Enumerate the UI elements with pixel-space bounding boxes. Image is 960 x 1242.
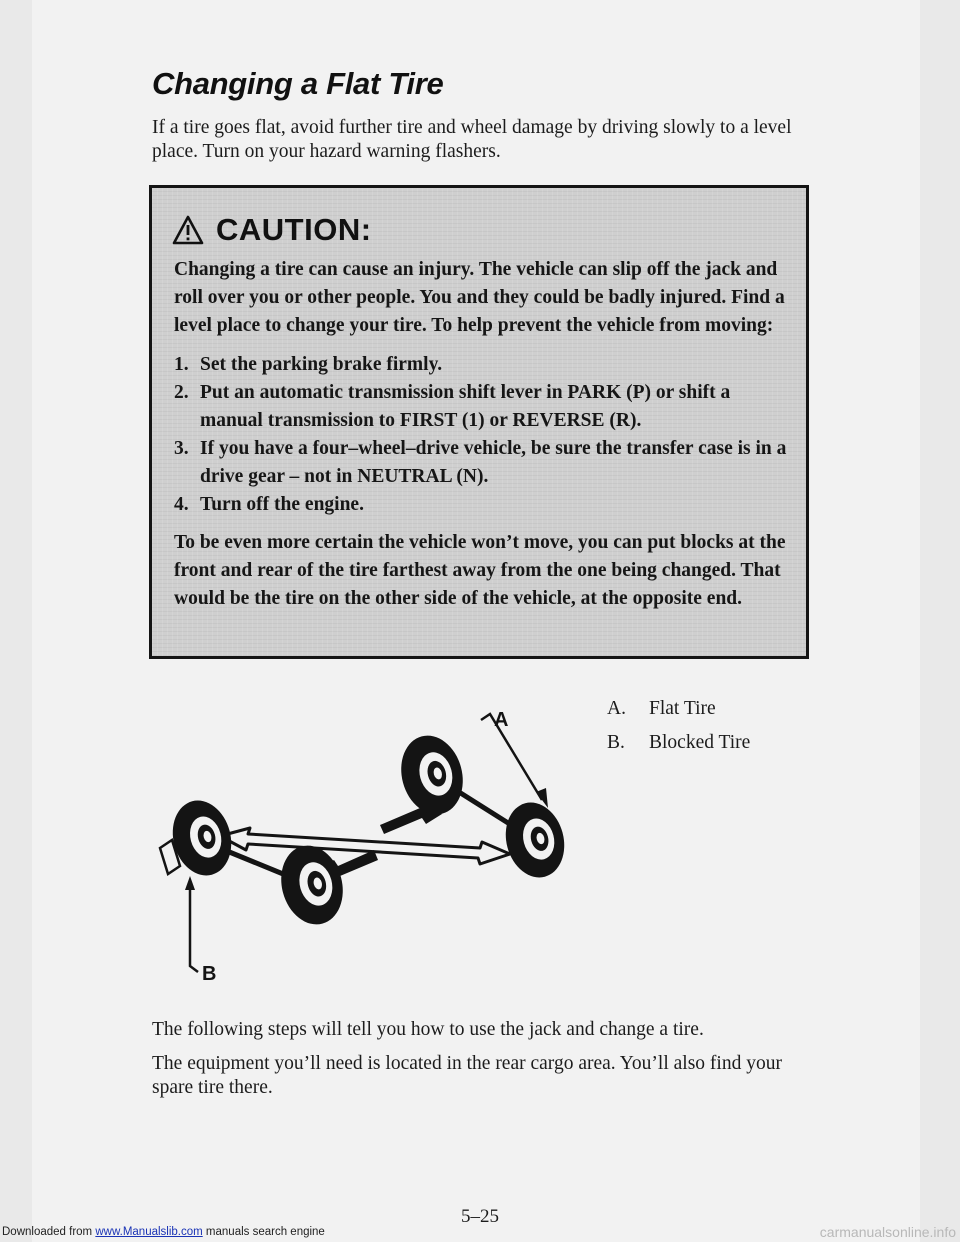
caution-lead: Changing a tire can cause an injury. The vehicle can slip off the jack and roll over you or other people. You and they could be badly injured. Find a level place to change your tire. To help prevent the vehicle from moving: (174, 259, 785, 336)
step-number: 4. (174, 494, 189, 515)
page-number: 5–25 (461, 1206, 499, 1227)
caution-title: CAUTION: (216, 212, 372, 247)
label-b-arrowhead-icon (185, 876, 195, 890)
label-b: B (202, 963, 217, 985)
front-left-tire (393, 729, 472, 822)
figure-legend (607, 692, 750, 760)
caution-step (174, 491, 789, 519)
step-number: 3. (174, 438, 189, 459)
step-text: Set the parking brake firmly. (200, 354, 443, 375)
label-b-leader (190, 888, 198, 972)
label-a-leader (481, 714, 542, 800)
step-number: 1. (174, 354, 189, 375)
label-a: A (494, 709, 509, 731)
intro-paragraph: If a tire goes flat, avoid further tire and wheel damage by driving slowly to a level place. Turn on your hazard warning flashers. (152, 117, 792, 162)
caution-body (174, 256, 789, 613)
warning-triangle-icon (172, 215, 204, 245)
manualslib-link[interactable]: www.Manualslib.com (95, 1226, 203, 1238)
caution-step (174, 435, 789, 491)
legend-text: Blocked Tire (649, 732, 751, 753)
legend-item (607, 692, 750, 726)
step-number: 2. (174, 382, 189, 403)
download-footer (0, 1226, 960, 1242)
legend-item (607, 726, 750, 760)
watermark-text: carmanualsonline.info (819, 1224, 956, 1240)
caution-step (174, 379, 789, 435)
rear-tire (273, 839, 352, 932)
caution-closing: To be even more certain the vehicle won’t move, you can put blocks at the front and rear of the tire farthest away from the one being changed. That would be the tire on the other side of the vehicle, at the opposite end. (174, 532, 786, 609)
step-text: Turn off the engine. (200, 494, 364, 515)
equipment-paragraph: The equipment you’ll need is located in the rear cargo area. You’ll also find your spare tire there. (152, 1053, 782, 1098)
legend-key: A. (607, 698, 626, 719)
steps-paragraph: The following steps will tell you how to use the jack and change a tire. (152, 1019, 704, 1040)
tire-diagram (150, 690, 600, 990)
step-text: Put an automatic transmission shift lever in PARK (P) or shift a manual transmission to FIRST (1) or REVERSE (R). (200, 382, 731, 431)
footer-prefix: Downloaded from (2, 1226, 93, 1238)
step-text: If you have a four–wheel–drive vehicle, be sure the transfer case is in a drive gear – not in NEUTRAL (N). (200, 438, 787, 487)
flat-tire (498, 796, 573, 884)
legend-text: Flat Tire (649, 698, 716, 719)
caution-header (172, 208, 372, 252)
legend-key: B. (607, 732, 625, 753)
section-title: Changing a Flat Tire (152, 66, 444, 101)
caution-box (149, 185, 809, 659)
footer-suffix: manuals search engine (205, 1226, 325, 1238)
footer-credit (2, 1226, 325, 1238)
caution-step (174, 351, 789, 379)
caution-steps (174, 351, 789, 519)
